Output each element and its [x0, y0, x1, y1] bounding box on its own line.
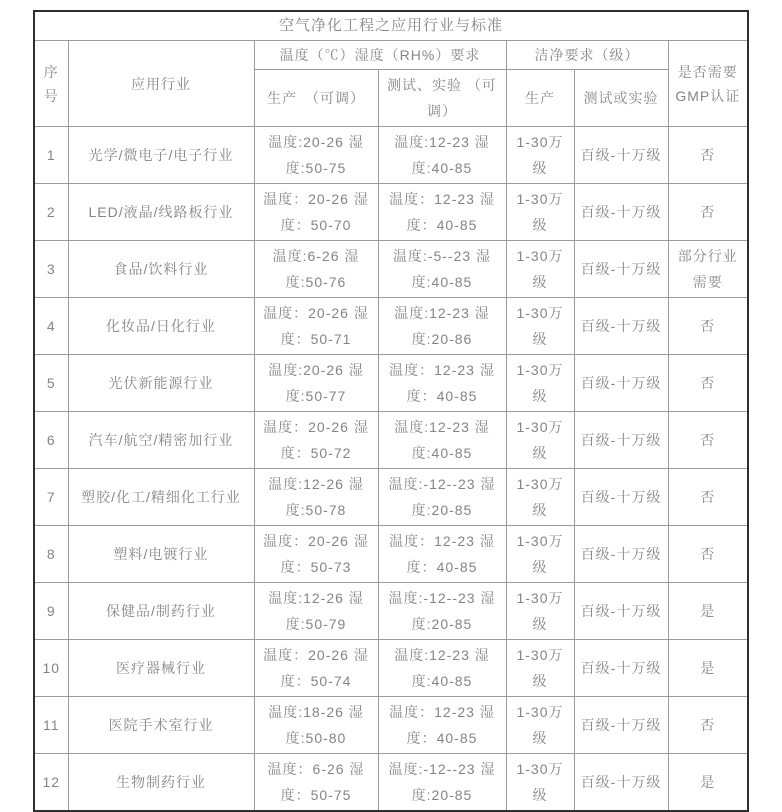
clean-prod-cell: 1-30万级: [506, 241, 574, 298]
industry-cell: 光学/微电子/电子行业: [68, 127, 254, 184]
header-cleanliness-group: 洁净要求（级）: [506, 41, 668, 70]
industry-cell: 光伏新能源行业: [68, 355, 254, 412]
temp-prod-cell: 温度：20-26 湿度：50-70: [254, 184, 378, 241]
temp-test-cell: 温度:12-23 湿度:40-85: [378, 640, 506, 697]
clean-test-cell: 百级-十万级: [574, 241, 668, 298]
gmp-cell: 否: [668, 298, 748, 355]
temp-test-cell: 温度：12-23 湿度：40-85: [378, 355, 506, 412]
table-row: [34, 127, 748, 184]
temp-test-cell: 温度:-12--23 湿度:20-85: [378, 754, 506, 812]
table-row: [34, 412, 748, 469]
clean-prod-cell: 1-30万级: [506, 640, 574, 697]
table-row: [34, 241, 748, 298]
air-purification-standards-table: [33, 10, 749, 812]
industry-cell: 医疗器械行业: [68, 640, 254, 697]
row-no: 3: [34, 241, 68, 298]
table-row: [34, 697, 748, 754]
gmp-cell: 是: [668, 640, 748, 697]
header-clean-test: 测试或实验: [574, 70, 668, 127]
table-row: [34, 640, 748, 697]
clean-test-cell: 百级-十万级: [574, 526, 668, 583]
row-no: 5: [34, 355, 68, 412]
clean-prod-cell: 1-30万级: [506, 298, 574, 355]
temp-prod-cell: 温度:12-26 湿度:50-78: [254, 469, 378, 526]
gmp-cell: 否: [668, 127, 748, 184]
table-row: [34, 754, 748, 812]
industry-cell: 保健品/制药行业: [68, 583, 254, 640]
industry-cell: 塑胶/化工/精细化工行业: [68, 469, 254, 526]
industry-cell: 塑料/电镀行业: [68, 526, 254, 583]
header-temp-production: 生产 （可调）: [254, 70, 378, 127]
header-row-group: [34, 41, 748, 70]
temp-test-cell: 温度:12-23 湿度:40-85: [378, 412, 506, 469]
clean-test-cell: 百级-十万级: [574, 583, 668, 640]
temp-prod-cell: 温度:18-26 湿度:50-80: [254, 697, 378, 754]
header-gmp: 是否需要GMP认证: [668, 41, 748, 127]
gmp-cell: 部分行业需要: [668, 241, 748, 298]
temp-prod-cell: 温度:6-26 湿度:50-76: [254, 241, 378, 298]
temp-test-cell: 温度：12-23 湿度：40-85: [378, 526, 506, 583]
temp-test-cell: 温度:12-23 湿度:40-85: [378, 127, 506, 184]
temp-prod-cell: 温度:20-26 湿度:50-77: [254, 355, 378, 412]
gmp-cell: 是: [668, 754, 748, 812]
clean-prod-cell: 1-30万级: [506, 355, 574, 412]
clean-prod-cell: 1-30万级: [506, 184, 574, 241]
temp-prod-cell: 温度：20-26 湿度：50-73: [254, 526, 378, 583]
clean-test-cell: 百级-十万级: [574, 298, 668, 355]
industry-cell: 生物制药行业: [68, 754, 254, 812]
gmp-cell: 否: [668, 469, 748, 526]
clean-prod-cell: 1-30万级: [506, 412, 574, 469]
clean-prod-cell: 1-30万级: [506, 469, 574, 526]
table-row: [34, 298, 748, 355]
header-temp-test: 测试、实验 （可调）: [378, 70, 506, 127]
table-row: [34, 184, 748, 241]
temp-test-cell: 温度：12-23 湿度：40-85: [378, 697, 506, 754]
table-row: [34, 526, 748, 583]
clean-prod-cell: 1-30万级: [506, 583, 574, 640]
table-row: [34, 583, 748, 640]
temp-prod-cell: 温度：20-26 湿度：50-71: [254, 298, 378, 355]
table-row: [34, 469, 748, 526]
gmp-cell: 否: [668, 184, 748, 241]
temp-test-cell: 温度:-12--23 湿度:20-85: [378, 469, 506, 526]
gmp-cell: 否: [668, 412, 748, 469]
gmp-cell: 是: [668, 583, 748, 640]
header-temp-humidity-group: 温度（℃）湿度（RH%）要求: [254, 41, 506, 70]
temp-prod-cell: 温度:20-26 湿度:50-75: [254, 127, 378, 184]
clean-test-cell: 百级-十万级: [574, 127, 668, 184]
row-no: 7: [34, 469, 68, 526]
clean-prod-cell: 1-30万级: [506, 754, 574, 812]
header-clean-production: 生产: [506, 70, 574, 127]
row-no: 10: [34, 640, 68, 697]
temp-test-cell: 温度：12-23 湿度：40-85: [378, 184, 506, 241]
gmp-cell: 否: [668, 697, 748, 754]
table-title-row: [34, 11, 748, 41]
temp-test-cell: 温度:-5--23 湿度:40-85: [378, 241, 506, 298]
row-no: 11: [34, 697, 68, 754]
header-industry: 应用行业: [68, 41, 254, 127]
table-title: 空气净化工程之应用行业与标准: [34, 11, 748, 41]
row-no: 4: [34, 298, 68, 355]
row-no: 2: [34, 184, 68, 241]
temp-prod-cell: 温度:12-26 湿度:50-79: [254, 583, 378, 640]
clean-test-cell: 百级-十万级: [574, 754, 668, 812]
row-no: 12: [34, 754, 68, 812]
clean-prod-cell: 1-30万级: [506, 526, 574, 583]
header-serial-no: 序号: [34, 41, 68, 127]
temp-test-cell: 温度:12-23 湿度:20-86: [378, 298, 506, 355]
clean-test-cell: 百级-十万级: [574, 355, 668, 412]
row-no: 8: [34, 526, 68, 583]
clean-prod-cell: 1-30万级: [506, 127, 574, 184]
clean-test-cell: 百级-十万级: [574, 697, 668, 754]
table-row: [34, 355, 748, 412]
industry-cell: 化妆品/日化行业: [68, 298, 254, 355]
temp-prod-cell: 温度：20-26 湿度：50-74: [254, 640, 378, 697]
row-no: 1: [34, 127, 68, 184]
industry-cell: 汽车/航空/精密加行业: [68, 412, 254, 469]
clean-test-cell: 百级-十万级: [574, 412, 668, 469]
industry-cell: 食品/饮料行业: [68, 241, 254, 298]
temp-prod-cell: 温度：6-26 湿度：50-75: [254, 754, 378, 812]
air-purification-standards-table-wrap: [33, 10, 749, 812]
row-no: 6: [34, 412, 68, 469]
temp-test-cell: 温度:-12--23 湿度:20-85: [378, 583, 506, 640]
gmp-cell: 否: [668, 526, 748, 583]
temp-prod-cell: 温度：20-26 湿度：50-72: [254, 412, 378, 469]
gmp-cell: 否: [668, 355, 748, 412]
industry-cell: LED/液晶/线路板行业: [68, 184, 254, 241]
clean-test-cell: 百级-十万级: [574, 469, 668, 526]
clean-test-cell: 百级-十万级: [574, 184, 668, 241]
clean-prod-cell: 1-30万级: [506, 697, 574, 754]
clean-test-cell: 百级-十万级: [574, 640, 668, 697]
row-no: 9: [34, 583, 68, 640]
industry-cell: 医院手术室行业: [68, 697, 254, 754]
